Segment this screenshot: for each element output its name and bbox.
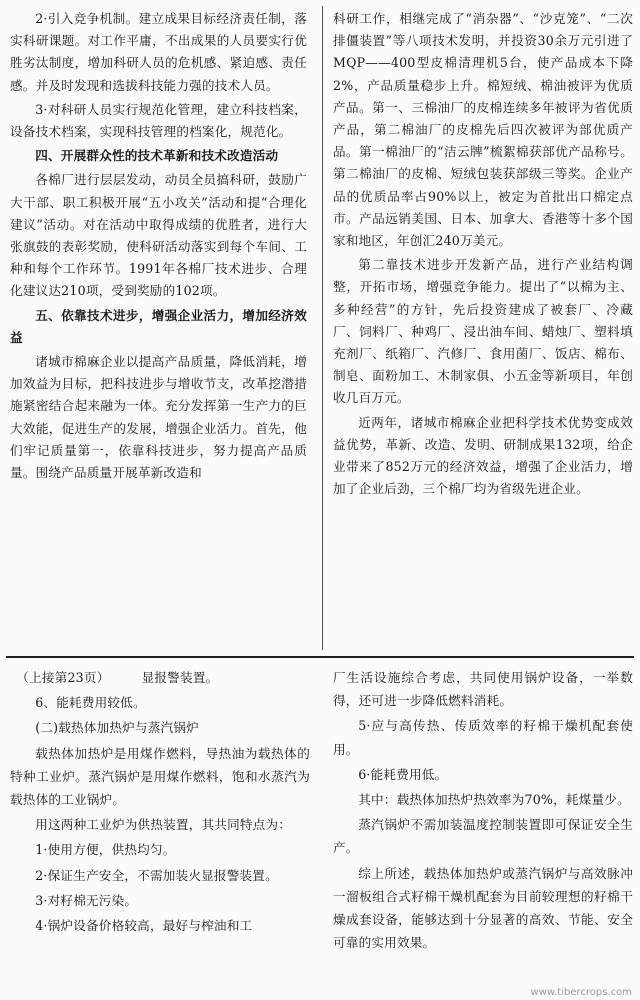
bottom-left-paragraph: 用这两种工业炉为供热装置，其共同特点为：	[35, 817, 292, 833]
bottom-left-paragraph: 载热体加热炉是用煤作燃料，导热油为载热体的特种工业炉。蒸汽锅炉是用煤作燃料，饱和水蒸汽为载热体的工业锅炉。	[10, 745, 310, 808]
top-left-paragraph: 四、开展群众性的技术革新和技术改造活动	[35, 148, 279, 164]
bottom-left-column	[10, 666, 310, 939]
bottom-left-paragraph: 4·锅炉设备价格较高，最好与榨油和工	[35, 918, 253, 934]
bottom-right-paragraph: 综上所述，载热体加热炉或蒸汽锅炉与高效脉冲一溜板组合式籽棉干燥机配套为目前较理想的籽棉干燥成套设备，能够达到十分显著的高效、节能、安全可靠的实用效果。	[333, 865, 633, 951]
bottom-left-paragraph: (二)载热体加热炉与蒸汽锅炉	[35, 720, 199, 736]
top-left-paragraph: 各棉厂进行层层发动，动员全员搞科研，鼓励广大干部、职工积极开展“五小攻关”活动和提“合理化建议”活动。对在活动中取得成绩的优胜者，进行大张旗鼓的表彰奖励，使科研活动落实到每个车间、工种和每个工作环节。1991年各棉厂技术进步、合理化建议达210项，受到奖励的102项。	[10, 172, 307, 299]
bottom-right-paragraph: 蒸汽锅炉不需加装温度控制装置即可保证安全生产。	[333, 817, 633, 856]
bottom-left-paragraph: 6、能耗费用较低。	[35, 695, 146, 711]
top-right-paragraph: 科研工作，相继完成了“消杂器”、“沙克笼”、“二次排僵装置”等八项技术发明，并投资30余万元引进了MQP——400型皮棉清理机5台，使产品成本下降2%，产品质量稳步上升。棉短绒、棉油被评为优质产品。第一、三棉油厂的皮棉连续多年被评为省优质产品，第二棉油厂的皮棉先后四次被评为部优质产品。第一棉油厂的“洁云牌”梳絮棉获部优产品称号。第二棉油厂的皮棉、短绒包装获部级三等奖。企业产品的优质品率占90%以上，被定为首批出口棉定点市。产品远销美国、日本、加拿大、香港等十多个国家和地区，年创汇240万美元。	[333, 11, 633, 249]
top-right-column	[333, 8, 633, 502]
bottom-right-paragraph: 厂生活设施综合考虑，共同使用锅炉设备，一举数得，还可进一步降低燃料消耗。	[333, 670, 633, 709]
bottom-left-paragraph: 1·使用方便，供热均匀。	[35, 842, 176, 858]
bottom-left-paragraph: 3·对籽棉无污染。	[35, 892, 138, 908]
column-divider	[322, 6, 323, 650]
bottom-right-paragraph: 6·能耗费用低。	[358, 766, 448, 782]
top-left-paragraph: 2·引入竞争机制。建立成果目标经济责任制，落实科研课题。对工作平庸，不出成果的人员要实行优胜劣汰制度，增加科研人员的危机感、紧迫感、责任感。并及时发现和选拔科技能力强的技术人员。	[10, 11, 307, 93]
section-divider	[6, 656, 634, 658]
top-right-paragraph: 近两年，诸城市棉麻企业把科学技术优势变成效益优势，革新、改造、发明、研制成果132项，给企业带来了852万元的经济效益，增强了企业活力，增加了企业后劲，三个棉厂均为省级先进企业。	[333, 414, 633, 497]
top-left-paragraph: 五、依靠技术进步，增强企业活力，增加经济效益	[10, 307, 307, 345]
bottom-right-paragraph: 其中：载热体加热炉热效率为70%，耗煤量少。	[358, 792, 630, 808]
bottom-left-paragraph: 2·保证生产安全，不需加装火显报警装置。	[35, 867, 278, 883]
bottom-right-paragraph: 5·应与高传热、传质效率的籽棉干燥机配套使用。	[333, 718, 633, 757]
top-left-paragraph: 诸城市棉麻企业以提高产品质量，降低消耗，增加效益为目标，把科技进步与增收节支，改革挖潜措施紧密结合起来融为一体。充分发挥第一生产力的巨大效能，促进生产的发展，增强企业活力。首先，他们牢记质量第一，依靠科技进步，努力提高产品质量。围绕产品质量开展革新改造和	[10, 354, 307, 481]
watermark: www.tibercrops.com	[530, 987, 632, 998]
top-left-paragraph: 3·对科研人员实行规范化管理，建立科技档案，设备技术档案，实现科技管理的档案化，规范化。	[10, 101, 307, 140]
bottom-left-paragraph: （上接第23页） 显报警装置。	[16, 670, 219, 685]
top-right-paragraph: 第二靠技术进步开发新产品，进行产业结构调整，开拓市场，增强竞争能力。提出了“以棉为主、多种经营”的方针，先后投资建成了被套厂、冷藏厂、饲料厂、种鸡厂、浸出油车间、蜡烛厂、塑料填充剂厂、纸箱厂、汽修厂、食用菌厂、饭店、棉布、制皂、面粉加工、木制家俱、小五金等新项目，年创收几百万元。	[333, 257, 633, 406]
top-left-column	[10, 8, 307, 486]
bottom-right-column	[333, 666, 633, 956]
